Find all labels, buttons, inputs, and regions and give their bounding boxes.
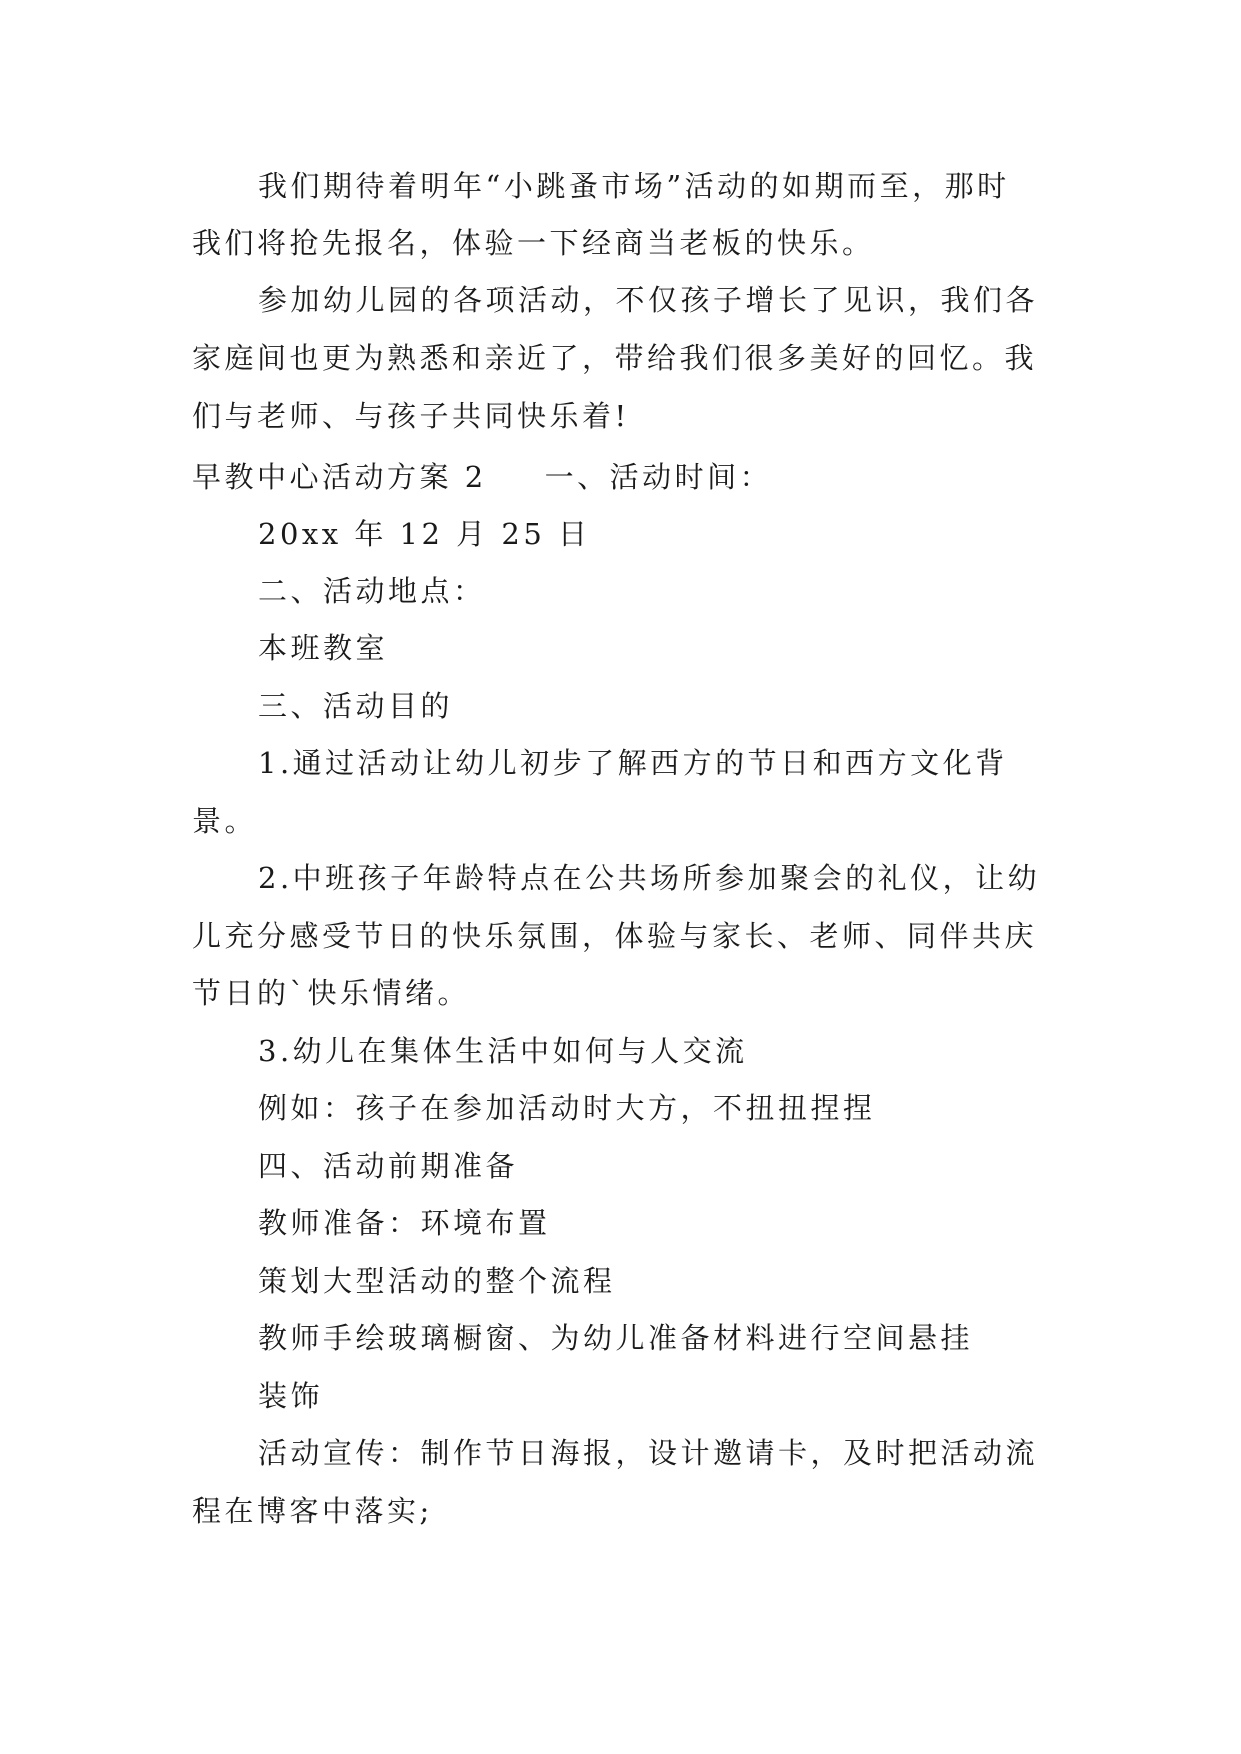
item-location-heading: 二、活动地点： [258, 574, 486, 608]
example-line: 例如：孩子在参加活动时大方，不扭扭捏捏 [258, 1091, 876, 1125]
prep-item: 教师准备：环境布置 [258, 1206, 551, 1240]
paragraph-line: 家庭间也更为熟悉和亲近了，带给我们很多美好的回忆。我 [192, 341, 1038, 375]
item-date: 20xx 年 12 月 25 日 [258, 517, 591, 551]
goal-line: 儿充分感受节日的快乐氛围，体验与家长、老师、同伴共庆 [192, 919, 1038, 953]
prep-item: 装饰 [258, 1379, 324, 1413]
goal-line: 节日的`快乐情绪。 [192, 976, 471, 1010]
item-goal-heading: 三、活动目的 [258, 689, 454, 723]
goal-item: 3.幼儿在集体生活中如何与人交流 [258, 1034, 748, 1068]
paragraph-line: 们与老师、与孩子共同快乐着! [192, 399, 630, 433]
goal-line: 景。 [192, 804, 258, 838]
prep-item: 教师手绘玻璃橱窗、为幼儿准备材料进行空间悬挂 [258, 1321, 974, 1355]
goal-line: 1.通过活动让幼儿初步了解西方的节日和西方文化背 [258, 746, 1008, 780]
prep-heading: 四、活动前期准备 [258, 1149, 519, 1183]
heading-first-item: 一、活动时间： [544, 460, 773, 494]
prep-item: 策划大型活动的整个流程 [258, 1264, 616, 1298]
section-heading [192, 457, 772, 497]
publicity-line: 活动宣传：制作节日海报，设计邀请卡，及时把活动流 [258, 1436, 1039, 1470]
goal-line: 2.中班孩子年龄特点在公共场所参加聚会的礼仪，让幼 [258, 861, 1041, 895]
publicity-line: 程在博客中落实; [192, 1494, 433, 1528]
paragraph-line: 我们将抢先报名，体验一下经商当老板的快乐。 [192, 226, 875, 260]
paragraph-line: 参加幼儿园的各项活动，不仅孩子增长了见识，我们各 [258, 283, 1039, 317]
document-title: 早教中心活动方案 2 [192, 460, 487, 494]
item-location: 本班教室 [258, 631, 389, 665]
paragraph-line: 我们期待着明年“小跳蚤市场”活动的如期而至，那时 [258, 169, 1010, 203]
